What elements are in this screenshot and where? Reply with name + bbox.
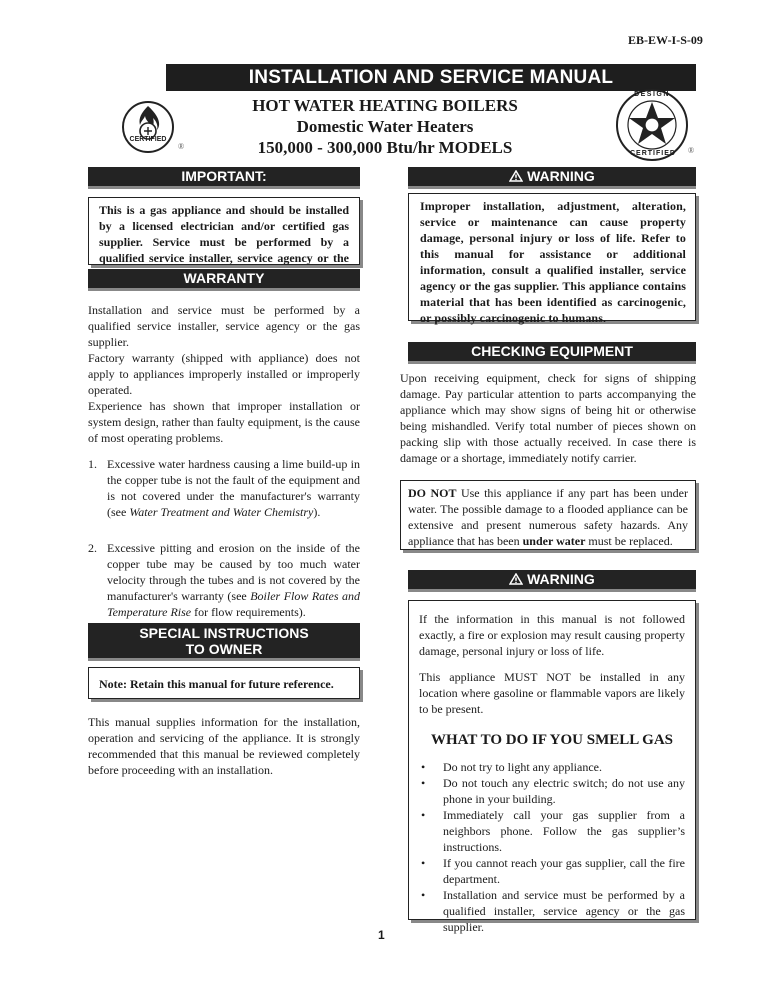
design-certified-logo: [612, 86, 696, 164]
checking-equipment-heading: CHECKING EQUIPMENT: [408, 342, 696, 364]
gas-warning-box: [408, 600, 696, 934]
warning-heading-text: WARNING: [527, 571, 595, 587]
important-text: This is a gas appliance and should be installed by a licensed electrician and/or certified gas supplier. Service must be performed by a qualified service installer, service agency or the: [99, 203, 349, 265]
important-heading: IMPORTANT:: [88, 167, 360, 189]
warning-triangle-icon: [509, 571, 527, 587]
gas-smell-heading: WHAT TO DO IF YOU SMELL GAS: [431, 732, 673, 748]
warning-paragraph-1: If the information in this manual is not followed exactly, a fire or explosion may result causing property damage, personal injury or loss of life.: [419, 612, 685, 658]
warranty-heading: WARRANTY: [88, 269, 360, 291]
list-item: • If you cannot reach your gas supplier, call the fire department.: [421, 856, 685, 886]
certified-label: CERTIFIED: [129, 136, 167, 143]
list-item: • Do not try to light any appliance.: [421, 760, 602, 774]
registered-mark: ®: [178, 142, 185, 151]
special-instructions-text: This manual supplies information for the installation, operation and servicing of the appliance. It is strongly recommended that this manual be reviewed completely before proceeding with an installation.: [88, 715, 360, 777]
warning-heading-2: [408, 570, 696, 592]
page-number: 1: [378, 928, 385, 942]
flood-warning-box: DO NOT Use this appliance if any part has been under water. The possible damage to a flooded appliance can be extensive and present numerous safety hazards. Any appliance that has been under water must be replaced.: [400, 480, 696, 550]
warranty-paragraph-1: Installation and service must be performed by a qualified service installer, service agency or the gas supplier.: [88, 303, 360, 349]
warning-box: [408, 193, 696, 325]
checking-equipment-text: Upon receiving equipment, check for signs of shipping damage. Pay particular attention to parts accompanying the appliance which may show signs of being hit or otherwise being mishandled. Verify total number of pieces shown on packing slip with those actually received. In case there is damage or a shortage, immediately notify carrier.: [400, 371, 696, 465]
important-box: [88, 197, 360, 265]
do-not-label: DO NOT: [408, 486, 457, 500]
reference-link: Boiler Flow Rates and Temperature Rise: [107, 589, 360, 619]
warning-triangle-icon: [509, 168, 527, 184]
subtitle-boilers: HOT WATER HEATING BOILERS: [252, 96, 518, 115]
manual-title: INSTALLATION AND SERVICE MANUAL: [166, 64, 696, 91]
warning-heading: [408, 167, 696, 189]
list-item: • Immediately call your gas supplier from a neighbors phone. Follow the gas supplier’s instructions.: [421, 808, 685, 854]
subtitle-water-heaters: Domestic Water Heaters: [296, 117, 474, 136]
subtitle-models: 150,000 - 300,000 Btu/hr MODELS: [257, 138, 513, 157]
warning-heading-text: WARNING: [527, 168, 595, 184]
registered-mark-right: ®: [688, 146, 695, 155]
certified-label-right: CERTIFIED: [630, 150, 676, 157]
document-id: EB-EW-I-S-09: [628, 33, 703, 47]
design-label: DESIGN: [634, 91, 670, 98]
special-instructions-heading: SPECIAL INSTRUCTIONS TO OWNER: [88, 623, 360, 661]
warning-text: Improper installation, adjustment, alteration, service or maintenance can cause property damage, personal injury or loss of life. Refer to this manual for assistance or additional information, consult a qualified installer, service agency or the gas supplier. This appliance contains material that has been identified as carcinogenic, or possibly carcinogenic to humans.: [420, 199, 686, 325]
warranty-paragraph-3: Experience has shown that improper installation or system design, rather than faulty equipment, is the cause of most operating problems.: [88, 399, 360, 445]
certified-logo-left: [118, 98, 190, 154]
list-item: 1. Excessive water hardness causing a lime build-up in the copper tube is not the fault of the equipment and is not covered under the manufacturer's warranty (see Water Treatment and Water Chemistry).: [88, 457, 360, 519]
reference-link: Water Treatment and Water Chemistry: [129, 505, 314, 519]
warranty-list: [88, 456, 360, 636]
note-box: [88, 667, 360, 699]
warranty-paragraph-2: Factory warranty (shipped with appliance) does not apply to appliances improperly installed or improperly operated.: [88, 351, 360, 397]
note-text: Note: Retain this manual for future reference.: [99, 677, 334, 691]
list-item: 2. Excessive pitting and erosion on the inside of the copper tube may be caused by too much water velocity through the tubes and is not covered by the manufacturer's warranty (see Boiler Flow Rates and Temperature Rise for flow requirements).: [88, 541, 360, 619]
warning-paragraph-2: This appliance MUST NOT be installed in any location where gasoline or flammable vapors are likely to be present.: [419, 670, 685, 716]
gas-instructions-list: [419, 759, 685, 935]
list-item: • Installation and service must be performed by a qualified installer, service agency or the gas supplier.: [421, 888, 685, 934]
list-item: • Do not touch any electric switch; do not use any phone in your building.: [421, 776, 685, 806]
